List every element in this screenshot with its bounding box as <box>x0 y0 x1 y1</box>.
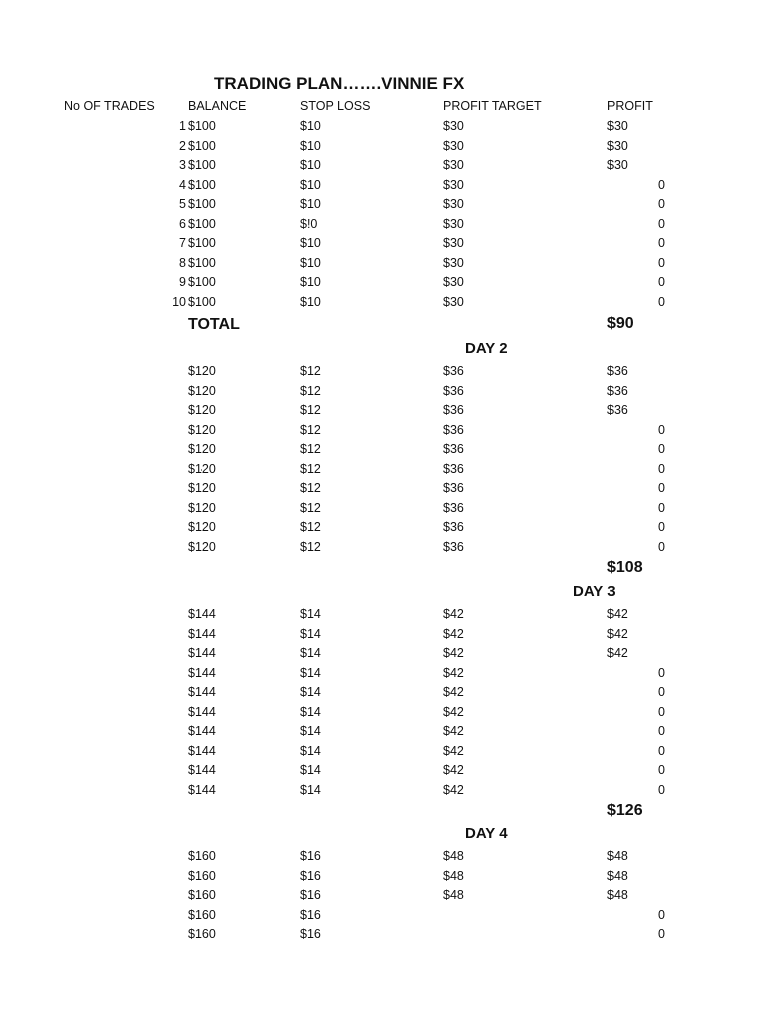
balance-cell: $120 <box>188 384 216 398</box>
trade-number: 9 <box>179 275 186 289</box>
stop-loss-cell: $12 <box>300 520 321 534</box>
header-profit-target: PROFIT TARGET <box>443 99 542 113</box>
stop-loss-cell: $12 <box>300 442 321 456</box>
profit-target-cell: $30 <box>443 295 464 309</box>
stop-loss-cell: $12 <box>300 462 321 476</box>
balance-cell: $144 <box>188 724 216 738</box>
stop-loss-cell: $14 <box>300 666 321 680</box>
profit-target-cell: $36 <box>443 501 464 515</box>
balance-cell: $120 <box>188 540 216 554</box>
stop-loss-cell: $14 <box>300 646 321 660</box>
balance-cell: $100 <box>188 158 216 172</box>
profit-target-cell: $36 <box>443 403 464 417</box>
balance-cell: $100 <box>188 236 216 250</box>
profit-target-cell: $42 <box>443 607 464 621</box>
balance-cell: $120 <box>188 442 216 456</box>
trade-number: 10 <box>172 295 186 309</box>
balance-cell: $144 <box>188 666 216 680</box>
stop-loss-cell: $10 <box>300 178 321 192</box>
balance-cell: $100 <box>188 275 216 289</box>
profit-target-cell: $30 <box>443 158 464 172</box>
profit-cell: 0 <box>658 275 665 289</box>
profit-cell: $48 <box>607 869 628 883</box>
total-label: TOTAL <box>188 316 240 333</box>
profit-cell: $42 <box>607 646 628 660</box>
stop-loss-cell: $16 <box>300 908 321 922</box>
header-stop-loss: STOP LOSS <box>300 99 371 113</box>
trade-number: 1 <box>179 119 186 133</box>
header-profit: PROFIT <box>607 99 653 113</box>
profit-cell: 0 <box>658 295 665 309</box>
day-label: DAY 4 <box>465 825 508 842</box>
stop-loss-cell: $10 <box>300 139 321 153</box>
stop-loss-cell: $10 <box>300 256 321 270</box>
balance-cell: $100 <box>188 197 216 211</box>
stop-loss-cell: $10 <box>300 275 321 289</box>
profit-cell: $36 <box>607 364 628 378</box>
stop-loss-cell: $!0 <box>300 217 318 231</box>
balance-cell: $144 <box>188 607 216 621</box>
stop-loss-cell: $12 <box>300 501 321 515</box>
balance-cell: $144 <box>188 646 216 660</box>
profit-target-cell: $36 <box>443 540 464 554</box>
profit-target-cell: $48 <box>443 869 464 883</box>
profit-cell: 0 <box>658 540 665 554</box>
header-balance: BALANCE <box>188 99 247 113</box>
trade-number: 8 <box>179 256 186 270</box>
profit-cell: 0 <box>658 763 665 777</box>
profit-cell: 0 <box>658 705 665 719</box>
stop-loss-cell: $14 <box>300 627 321 641</box>
stop-loss-cell: $12 <box>300 384 321 398</box>
day-label: DAY 2 <box>465 340 508 357</box>
profit-target-cell: $30 <box>443 119 464 133</box>
trade-number: 6 <box>179 217 186 231</box>
profit-cell: 0 <box>658 178 665 192</box>
stop-loss-cell: $14 <box>300 607 321 621</box>
page-title: TRADING PLAN…….VINNIE FX <box>214 74 465 93</box>
balance-cell: $100 <box>188 178 216 192</box>
profit-target-cell: $30 <box>443 236 464 250</box>
profit-target-cell: $36 <box>443 364 464 378</box>
profit-cell: 0 <box>658 236 665 250</box>
profit-cell: 0 <box>658 666 665 680</box>
stop-loss-cell: $14 <box>300 705 321 719</box>
profit-target-cell: $30 <box>443 178 464 192</box>
stop-loss-cell: $14 <box>300 744 321 758</box>
profit-target-cell: $30 <box>443 197 464 211</box>
trade-number: 2 <box>179 139 186 153</box>
stop-loss-cell: $10 <box>300 158 321 172</box>
balance-cell: $144 <box>188 705 216 719</box>
balance-cell: $120 <box>188 481 216 495</box>
stop-loss-cell: $16 <box>300 927 321 941</box>
profit-cell: $42 <box>607 627 628 641</box>
stop-loss-cell: $10 <box>300 119 321 133</box>
balance-cell: $144 <box>188 783 216 797</box>
trade-number: 5 <box>179 197 186 211</box>
profit-target-cell: $42 <box>443 724 464 738</box>
stop-loss-cell: $10 <box>300 236 321 250</box>
stop-loss-cell: $12 <box>300 481 321 495</box>
profit-target-cell: $48 <box>443 888 464 902</box>
profit-target-cell: $36 <box>443 481 464 495</box>
stop-loss-cell: $14 <box>300 724 321 738</box>
profit-cell: 0 <box>658 927 665 941</box>
balance-cell: $100 <box>188 119 216 133</box>
profit-target-cell: $42 <box>443 646 464 660</box>
balance-cell: $160 <box>188 888 216 902</box>
balance-cell: $120 <box>188 520 216 534</box>
profit-cell: $48 <box>607 849 628 863</box>
balance-cell: $160 <box>188 927 216 941</box>
section-total: $90 <box>607 315 634 332</box>
balance-cell: $144 <box>188 744 216 758</box>
balance-cell: $160 <box>188 869 216 883</box>
balance-cell: $120 <box>188 364 216 378</box>
profit-cell: 0 <box>658 501 665 515</box>
stop-loss-cell: $12 <box>300 403 321 417</box>
stop-loss-cell: $12 <box>300 364 321 378</box>
profit-cell: 0 <box>658 423 665 437</box>
header-no-of-trades: No OF TRADES <box>64 99 155 113</box>
profit-cell: $36 <box>607 403 628 417</box>
profit-cell: $30 <box>607 139 628 153</box>
balance-cell: $120 <box>188 501 216 515</box>
profit-target-cell: $42 <box>443 763 464 777</box>
profit-target-cell: $42 <box>443 666 464 680</box>
stop-loss-cell: $16 <box>300 888 321 902</box>
balance-cell: $100 <box>188 256 216 270</box>
profit-target-cell: $30 <box>443 256 464 270</box>
day-label: DAY 3 <box>573 583 616 600</box>
balance-cell: $120 <box>188 462 216 476</box>
stop-loss-cell: $16 <box>300 849 321 863</box>
profit-cell: $30 <box>607 119 628 133</box>
balance-cell: $160 <box>188 849 216 863</box>
balance-cell: $100 <box>188 139 216 153</box>
profit-cell: 0 <box>658 197 665 211</box>
balance-cell: $144 <box>188 763 216 777</box>
balance-cell: $100 <box>188 295 216 309</box>
profit-cell: $30 <box>607 158 628 172</box>
profit-target-cell: $36 <box>443 384 464 398</box>
section-total: $108 <box>607 559 643 576</box>
profit-cell: 0 <box>658 442 665 456</box>
profit-cell: 0 <box>658 724 665 738</box>
balance-cell: $144 <box>188 627 216 641</box>
stop-loss-cell: $16 <box>300 869 321 883</box>
trade-number: 4 <box>179 178 186 192</box>
balance-cell: $160 <box>188 908 216 922</box>
stop-loss-cell: $14 <box>300 685 321 699</box>
stop-loss-cell: $10 <box>300 197 321 211</box>
profit-cell: $48 <box>607 888 628 902</box>
profit-target-cell: $36 <box>443 520 464 534</box>
profit-cell: 0 <box>658 520 665 534</box>
stop-loss-cell: $14 <box>300 783 321 797</box>
balance-cell: $144 <box>188 685 216 699</box>
profit-target-cell: $36 <box>443 462 464 476</box>
profit-cell: 0 <box>658 908 665 922</box>
balance-cell: $100 <box>188 217 216 231</box>
profit-cell: $36 <box>607 384 628 398</box>
profit-cell: 0 <box>658 217 665 231</box>
profit-target-cell: $36 <box>443 442 464 456</box>
profit-cell: $42 <box>607 607 628 621</box>
profit-target-cell: $48 <box>443 849 464 863</box>
balance-cell: $120 <box>188 423 216 437</box>
stop-loss-cell: $14 <box>300 763 321 777</box>
profit-target-cell: $42 <box>443 627 464 641</box>
balance-cell: $120 <box>188 403 216 417</box>
profit-target-cell: $42 <box>443 744 464 758</box>
trade-number: 7 <box>179 236 186 250</box>
profit-cell: 0 <box>658 783 665 797</box>
profit-cell: 0 <box>658 685 665 699</box>
profit-target-cell: $30 <box>443 217 464 231</box>
profit-target-cell: $36 <box>443 423 464 437</box>
profit-target-cell: $30 <box>443 275 464 289</box>
profit-cell: 0 <box>658 256 665 270</box>
trade-number: 3 <box>179 158 186 172</box>
section-total: $126 <box>607 802 643 819</box>
profit-cell: 0 <box>658 462 665 476</box>
stop-loss-cell: $12 <box>300 540 321 554</box>
stop-loss-cell: $12 <box>300 423 321 437</box>
profit-cell: 0 <box>658 481 665 495</box>
profit-cell: 0 <box>658 744 665 758</box>
profit-target-cell: $30 <box>443 139 464 153</box>
stop-loss-cell: $10 <box>300 295 321 309</box>
profit-target-cell: $42 <box>443 783 464 797</box>
profit-target-cell: $42 <box>443 705 464 719</box>
profit-target-cell: $42 <box>443 685 464 699</box>
